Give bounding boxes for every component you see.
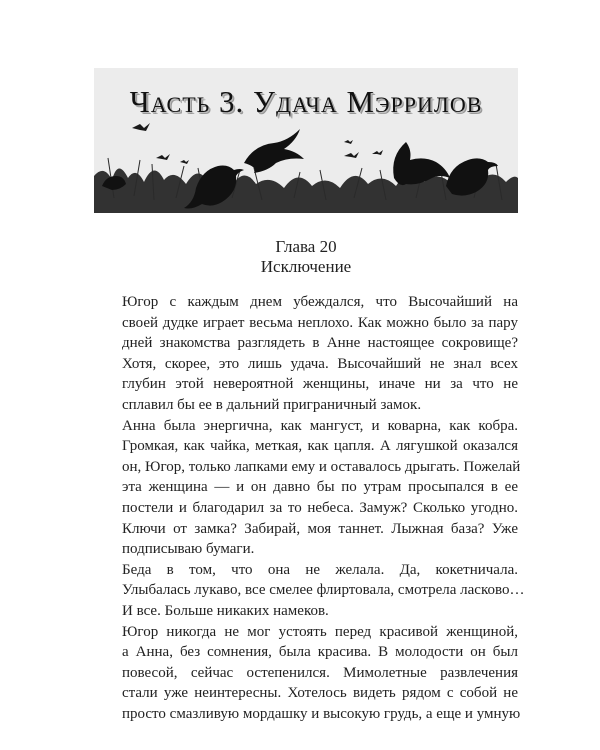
paragraph	[94, 292, 518, 416]
text-line: Ключи от замка? Забирай, моя таннет. Лыжная база? Уже	[122, 520, 518, 537]
text-line: постели и благодарил за то небеса. Замуж? Сколько угодно.	[122, 499, 518, 516]
part-title: Часть 3. Удача Мэррилов	[129, 84, 483, 119]
text-line: стали уже неинтересны. Хотелось видеть рядом с собой не	[122, 685, 518, 702]
text-line: Громкая, как чайка, меткая, как цапля. А лягушкой оказался	[122, 438, 518, 455]
chapter-title: Исключение	[260, 257, 352, 276]
paragraph	[94, 560, 525, 622]
text-line: просто смазливую мордашку и высокую грудь, а еще и умную	[122, 705, 521, 722]
chapter-number: Глава 20	[275, 237, 337, 256]
text-line: повесой, сейчас остепенился. Мимолетные развлечения	[122, 664, 518, 681]
text-line: глубин этой невероятной женщины, иначе ни за что не	[122, 376, 518, 393]
paragraph	[94, 416, 521, 560]
text-line: Анна была энергична, как мангуст, и коварна, как кобра.	[122, 417, 518, 434]
chapter-header-illustration	[94, 68, 518, 213]
text-line: а Анна, без сомнения, была красива. В молодости он был	[122, 644, 518, 661]
text-line: Югор никогда не мог устоять перед красивой женщиной,	[122, 623, 518, 640]
text-line: И все. Больше никаких намеков.	[122, 602, 329, 619]
text-line: сплавил бы ее в дальний приграничный замок.	[122, 396, 422, 413]
text-line: своей дудке играет весьма неплохо. Как можно было за пару	[122, 314, 518, 331]
text-line: Беда в том, что она не желала. Да, кокетничала.	[122, 561, 518, 578]
chapter-body-text	[94, 292, 525, 724]
text-line: эта женщина — и он давно бы по утрам просыпался в ее	[122, 479, 518, 496]
text-line: Хотя, скорее, это лишь удача. Высочайший не знал всех	[122, 355, 518, 372]
text-line: Югор с каждым днем убеждался, что Высочайший на	[122, 294, 518, 310]
text-line: подписываю бумаги.	[122, 541, 255, 558]
text-line: Улыбалась лукаво, все смелее флиртовала, смотрела ласково…	[122, 582, 525, 599]
paragraph	[94, 622, 521, 725]
text-line: дней знакомства разглядеть в Анне настоящее сокровище?	[122, 335, 518, 352]
text-line: он, Югор, только лапками ему и оставалось дрыгать. Пожелай	[122, 458, 521, 475]
